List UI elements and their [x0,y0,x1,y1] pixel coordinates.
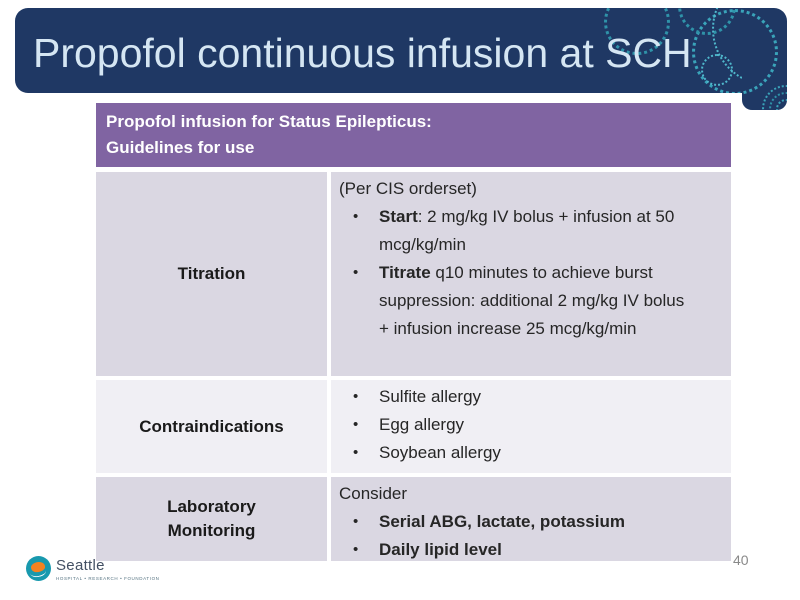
guidelines-table [96,103,731,565]
row-intro: Consider [339,484,408,503]
row-content-titration [331,172,731,376]
row-content-laboratory-monitoring [331,477,731,561]
title-banner-tab [742,60,787,110]
bullet-text: : 2 mg/kg IV bolus + infusion at 50 mcg/kg/min [379,207,675,254]
row-label-contraindications: Contraindications [96,380,327,473]
table-header [96,103,731,167]
row-intro: (Per CIS orderset) [339,179,477,198]
table-row-titration [96,172,731,376]
table-row-laboratory-monitoring [96,477,731,561]
table-header-line1: Propofol infusion for Status Epilepticus: [106,112,432,131]
bullet-item [339,383,691,411]
table-header-line2: Guidelines for use [106,138,255,157]
seattle-childrens-logo-icon [26,556,51,581]
dotted-circle-decoration [701,54,733,86]
logo-text-block [56,556,160,581]
bullet-text: Egg allergy [379,415,465,434]
page-title: Propofol continuous infusion at SCH [33,30,692,76]
logo-tagline: HOSPITAL • RESEARCH • FOUNDATION [56,576,160,581]
bullet-text: Sulfite allergy [379,387,482,406]
logo-name: Seattle [56,557,105,574]
bullet-list [339,508,691,564]
bullet-list [339,203,691,343]
table-row-contraindications [96,380,731,473]
bullet-item [339,536,691,564]
title-banner [15,8,787,93]
bullet-bold-text: Titrate [379,263,431,282]
row-label-laboratory-monitoring: Laboratory Monitoring [96,477,327,561]
bullet-list [339,383,691,467]
bullet-bold-text: Start [379,207,418,226]
bullet-item [339,203,691,259]
page-number: 40 [733,552,749,568]
row-label-titration: Titration [96,172,327,376]
bullet-bold-text: Serial ABG, lactate, potassium [379,512,625,531]
bullet-item [339,259,691,343]
bullet-text: Soybean allergy [379,443,501,462]
bullet-text: q10 minutes to achieve burst suppression: additional 2 mg/kg IV bolus + infusion increase 25 mcg/kg/min [379,263,685,338]
hospital-logo [26,556,160,581]
bullet-item [339,411,691,439]
bullet-bold-text: Daily lipid level [379,540,502,559]
bullet-item [339,508,691,536]
bullet-item [339,439,691,467]
row-content-contraindications [331,380,731,473]
